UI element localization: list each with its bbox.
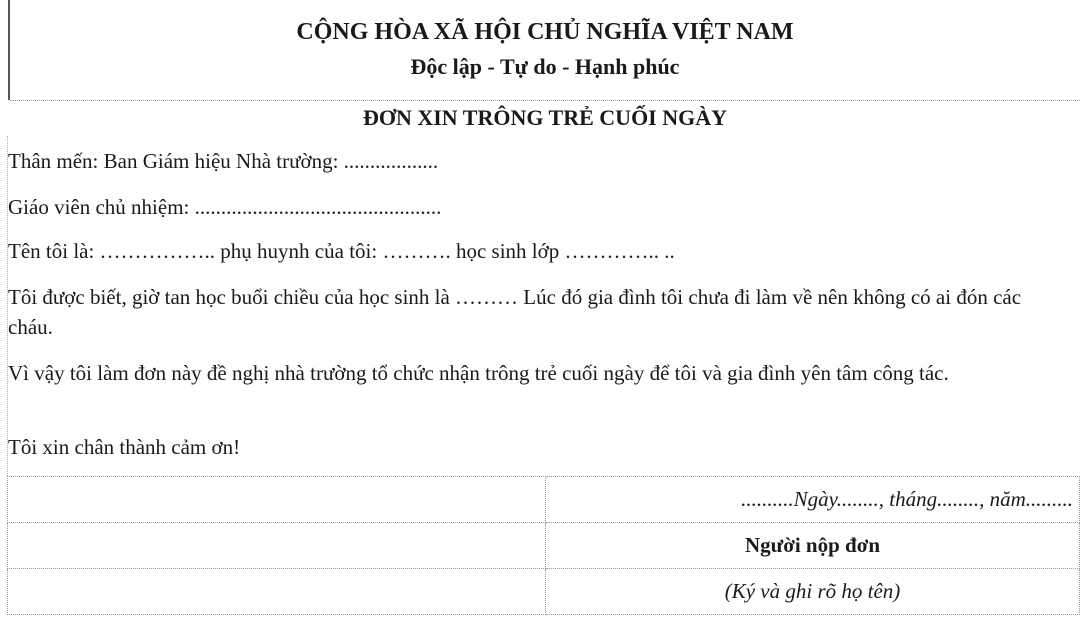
empty-cell: [8, 569, 546, 615]
signature-table: [7, 476, 1080, 615]
sign-note: (Ký và ghi rõ họ tên): [546, 569, 1080, 615]
date-line: ..........Ngày........, tháng........, năm.........: [546, 477, 1080, 523]
paragraph-applicant: Tên tôi là: …………….. phụ huynh của tôi: ………. học sinh lớp ………….. ..: [8, 239, 675, 263]
paragraph-thanks: Tôi xin chân thành cảm ơn!: [8, 435, 241, 459]
form-title: ĐƠN XIN TRÔNG TRẺ CUỐI NGÀY: [362, 105, 728, 130]
empty-cell: [8, 523, 546, 569]
national-title: CỘNG HÒA XÃ HỘI CHỦ NGHĨA VIỆT NAM: [296, 19, 794, 45]
table-row: [8, 569, 1080, 615]
national-motto: Độc lập - Tự do - Hạnh phúc: [410, 54, 680, 79]
empty-cell: [8, 477, 546, 523]
paragraph-request: Vì vậy tôi làm đơn này đề nghị nhà trường tổ chức nhận trông trẻ cuối ngày để tôi và gia đình yên tâm công tác.: [8, 361, 949, 385]
signer-label: Người nộp đơn: [546, 523, 1080, 569]
paragraph-recipient: Thân mến: Ban Giám hiệu Nhà trường: ..................: [8, 149, 439, 173]
table-row: [8, 523, 1080, 569]
paragraph-reason: Tôi được biết, giờ tan học buổi chiều của học sinh là ……… Lúc đó gia đình tôi chưa đi làm về nên không có ai đón các cháu.: [8, 285, 1022, 339]
document-header: [10, 0, 1080, 101]
form-body: [7, 136, 1070, 476]
table-row: [8, 477, 1080, 523]
paragraph-teacher: Giáo viên chủ nhiệm: ...............................................: [8, 195, 442, 219]
